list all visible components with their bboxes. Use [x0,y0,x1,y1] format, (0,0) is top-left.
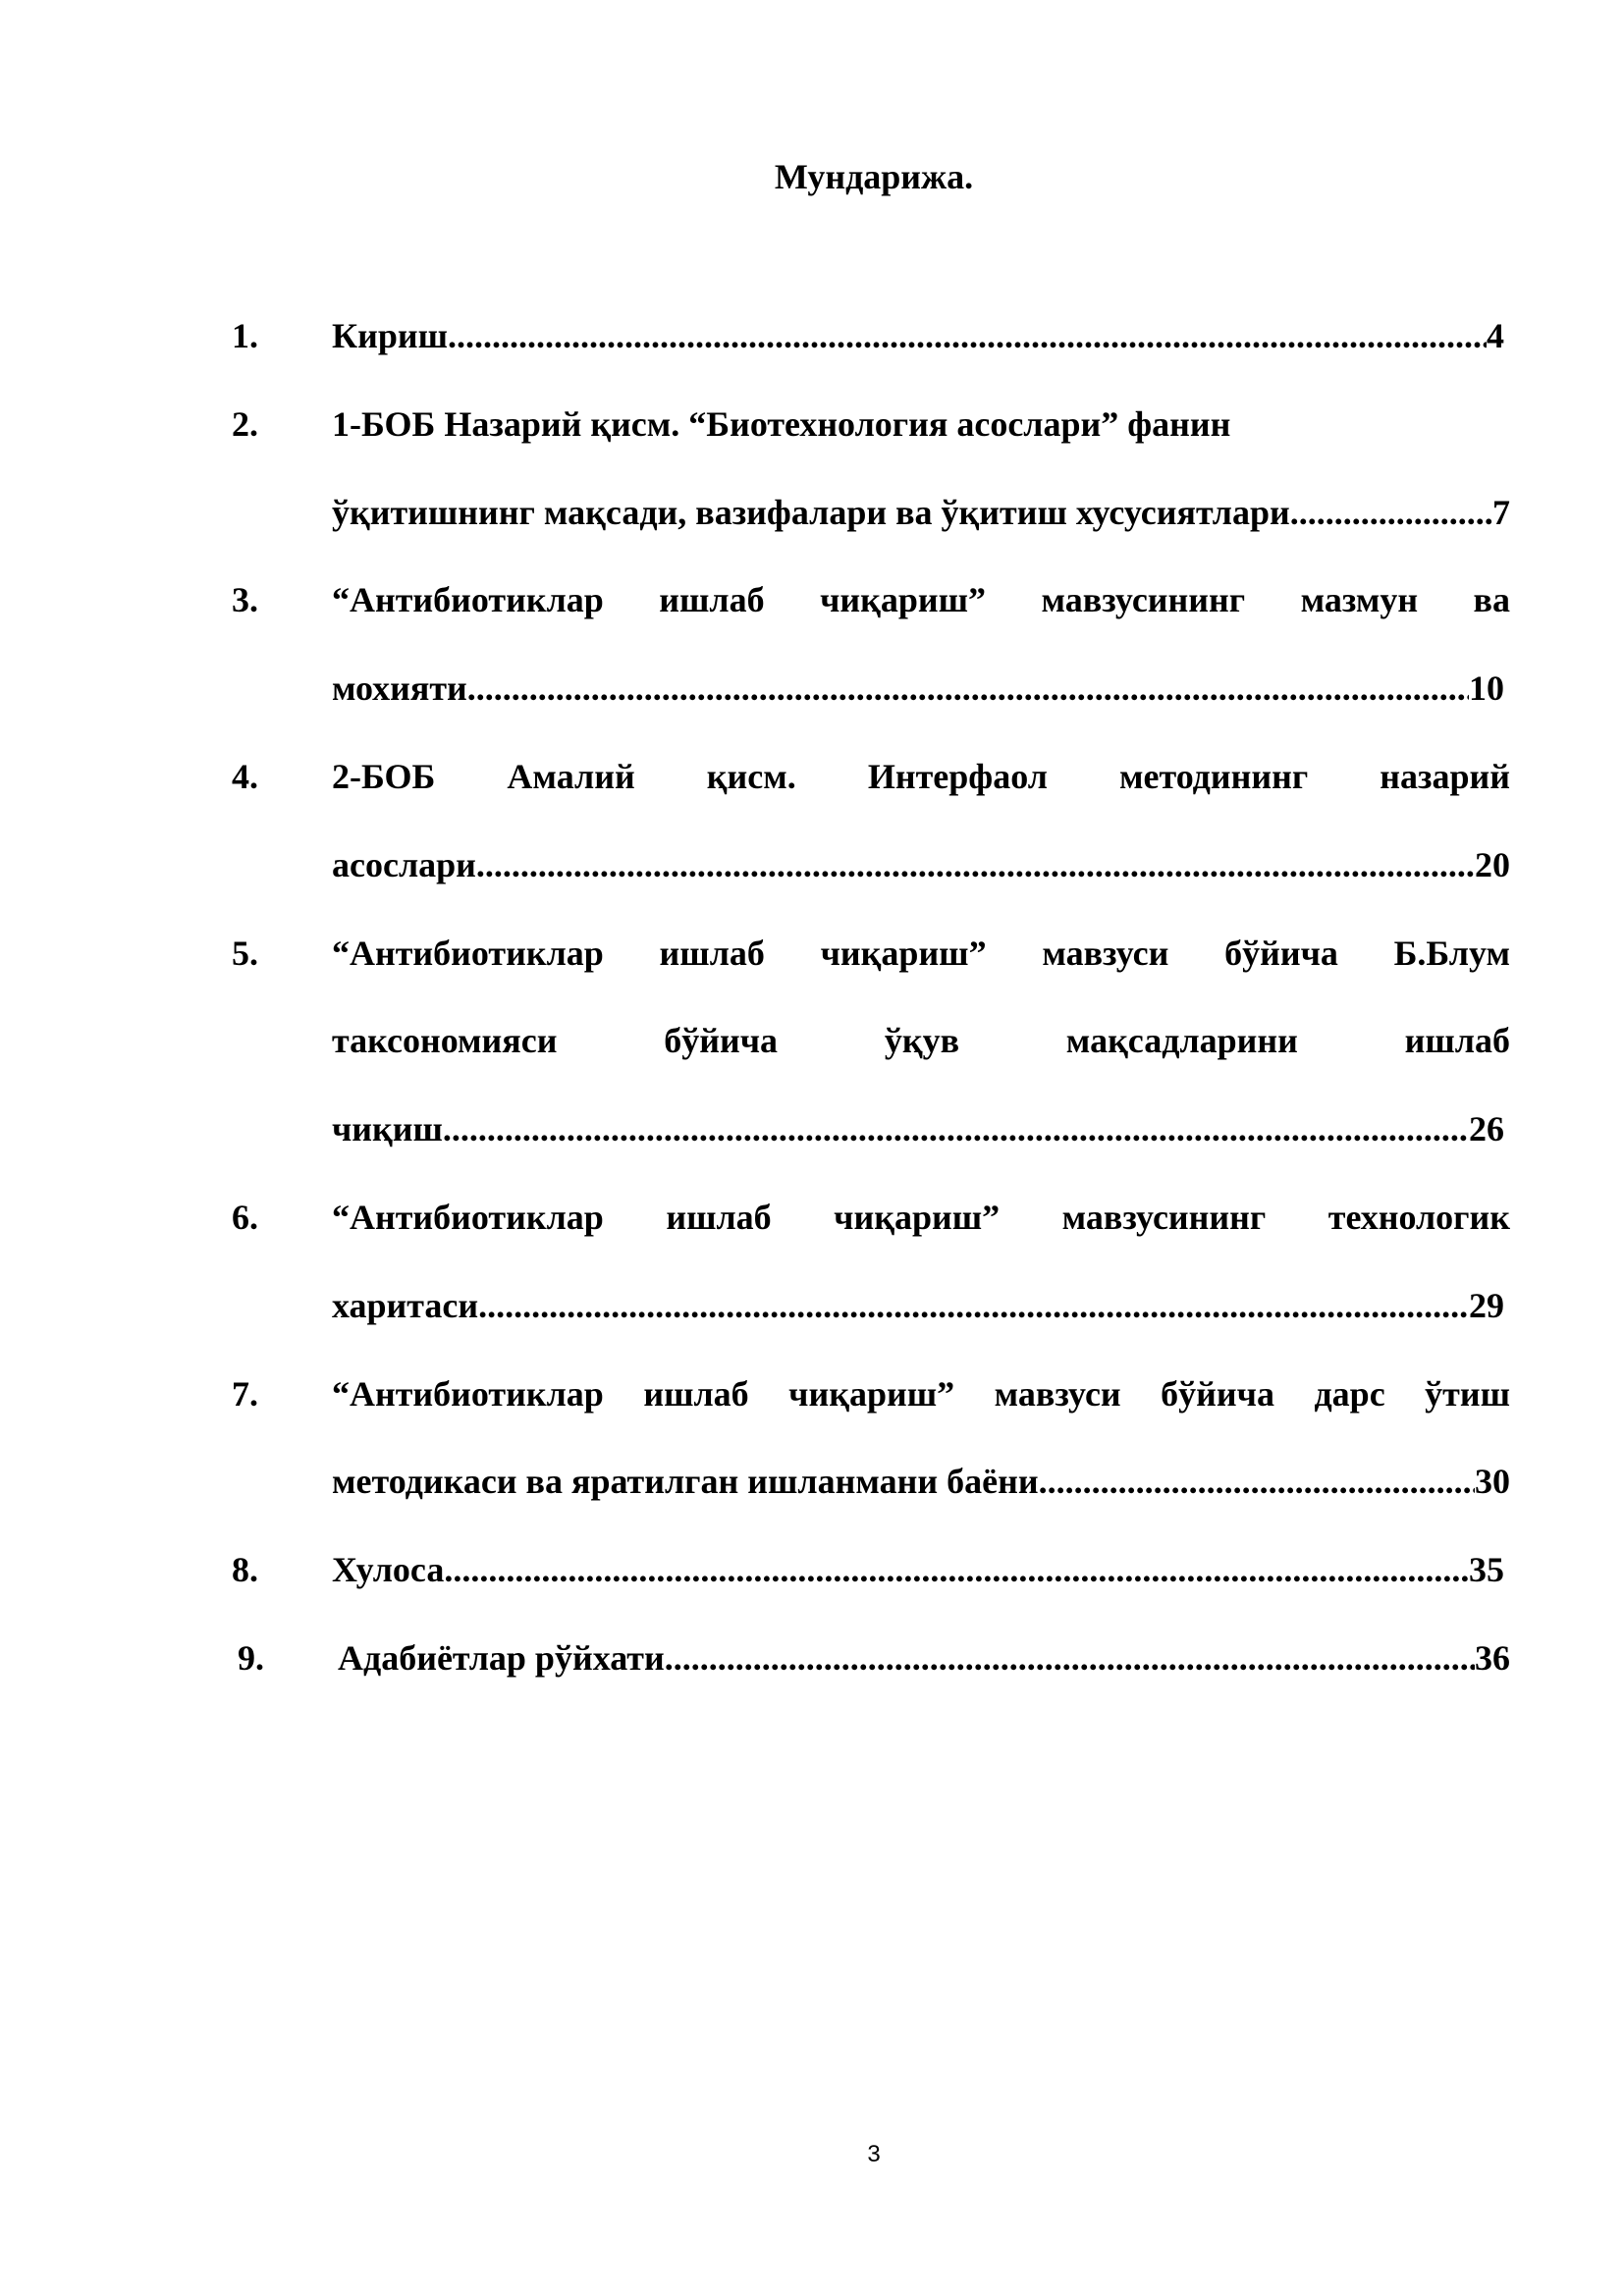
toc-entry-title: “Антибиотиклар ишлаб чиқариш” мавзуси бўйича Б.Блум [332,933,1510,973]
toc-entry-title: “Антибиотиклар ишлаб чиқариш” мавзусининг технологик [332,1198,1510,1237]
dot-leader [1290,483,1492,542]
toc-line [0,570,1624,629]
toc-line [0,924,1624,983]
toc-entry-title: Адабиётлар рўйхати [338,1638,665,1678]
toc-entry-title: асослари [332,844,476,884]
toc-entry-number: 4. [232,757,258,796]
toc-entry-number: 1. [232,316,258,355]
toc-entry-number: 5. [232,933,258,973]
toc-entry-number: 9. [238,1638,264,1678]
toc-entry-title: Кириш [332,316,449,355]
toc-entry-title: “Антибиотиклар ишлаб чиқариш” мавзуси бўйича дарс ўтиш [332,1373,1510,1414]
dot-leader [448,306,1487,365]
toc-line [0,1011,1624,1070]
toc-line [0,1276,1624,1335]
toc-line [0,1452,1624,1511]
toc-entry-title: ўқитишнинг мақсади, вазифалари ва ўқитиш хусусиятлари [332,492,1290,532]
dot-leader [665,1629,1475,1687]
toc-line [0,1188,1624,1247]
toc-line [0,483,1624,542]
toc-entry-page: 7 [1492,492,1510,532]
dot-leader [467,659,1469,718]
dot-leader [443,1099,1469,1158]
page-number: 3 [867,2141,881,2167]
toc-entry-number: 7. [232,1373,258,1414]
dot-leader [478,1276,1469,1335]
toc-entry-number: 6. [232,1198,258,1237]
toc-line [0,306,1624,365]
toc-entry-title: Хулоса [332,1550,445,1590]
toc-entry-page: 30 [1475,1462,1510,1502]
toc-entry-number: 2. [232,403,258,444]
toc-entry-title: чиқиш [332,1109,443,1149]
toc-line [0,395,1624,454]
toc-line [0,1099,1624,1158]
toc-entry-title: 2-БОБ Амалий қисм. Интерфаол методининг назарий [332,757,1510,796]
toc-entry-title: мохияти [332,668,467,709]
page-title: Мундарижа. [774,157,974,196]
toc-entry-title: методикаси ва яратилган ишланмани баёни [332,1462,1039,1502]
toc-line [0,1540,1624,1599]
toc-entry-title: 1-БОБ Назарий қисм. “Биотехнология асослари” фанин [332,403,1231,444]
toc-entry-title: таксономияси бўйича ўқув мақсадларини ишлаб [332,1021,1510,1061]
toc-line [0,1364,1624,1423]
dot-leader [476,835,1475,894]
toc-entry-page: 4 [1487,316,1504,355]
dot-leader [444,1540,1469,1599]
toc-entry-number: 8. [232,1550,258,1590]
toc-entry-title: харитаси [332,1285,479,1325]
toc-entry-number: 3. [232,580,258,620]
toc-line [0,659,1624,718]
toc-entry-title: “Антибиотиклар ишлаб чиқариш” мавзусининг мазмун ва [332,580,1510,620]
toc-entry-page: 20 [1475,844,1510,884]
toc-entry-page: 10 [1469,668,1504,709]
dot-leader [1039,1452,1475,1511]
toc-entry-page: 26 [1469,1109,1504,1149]
toc-entry-page: 35 [1469,1550,1504,1590]
toc-entry-page: 29 [1469,1285,1504,1325]
toc-entry-page: 36 [1475,1638,1510,1678]
toc-line [0,1629,1624,1687]
toc-line [0,747,1624,806]
toc-line [0,835,1624,894]
